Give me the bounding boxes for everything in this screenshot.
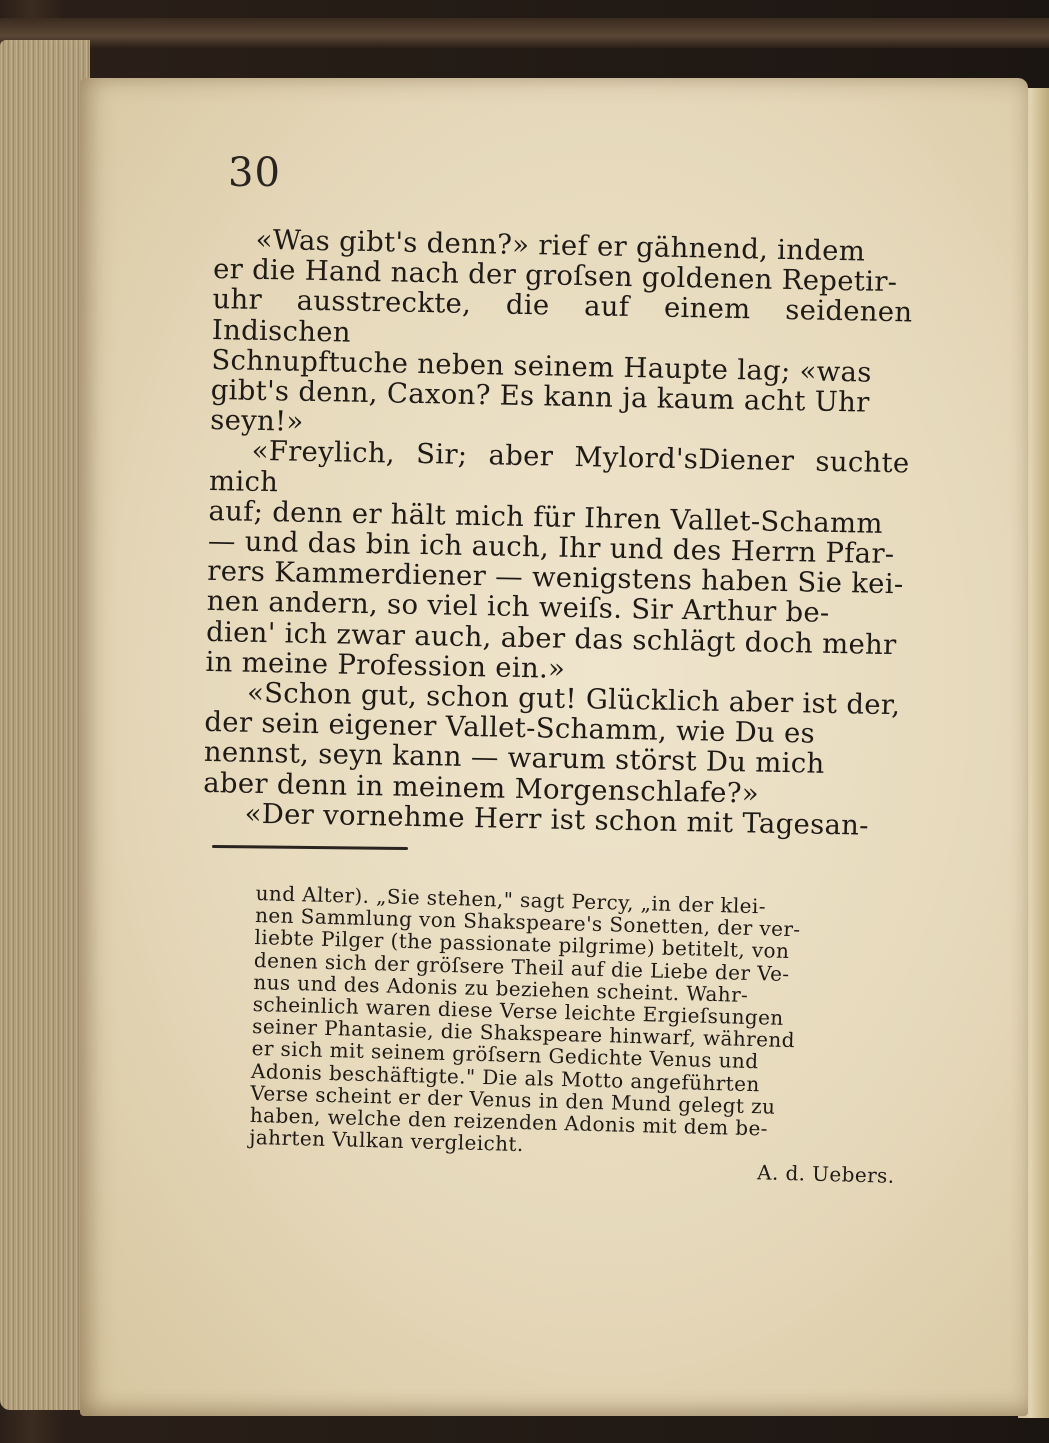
paragraph-2: «Freylich, Sir; aber Mylord'sDiener suchte mich auf; denn er hält mich für Ihren Vallet-Schamm — und das bin ich auch, Ihr und des Herrn Pfar- rers Kammerdiener — wenigstens haben Sie kei- nen andern, so viel ich weiſs. Sir Arthur be- dien' ich zwar auch, aber das schlägt doch mehr in meine Profession ein.» (205, 435, 910, 685)
paragraph-1: «Was gibt's denn?» rief er gähnend, indem er die Hand nach der groſsen goldenen Repetir- uhr ausstreckte, die auf einem seidenen Indischen Schnupftuche neben seinem Haupte lag; «was gibt's denn, Caxon? Es kann ja kaum acht Uhr seyn!» (209, 223, 913, 438)
main-text (202, 224, 913, 841)
paragraph-4: «Der vornehme Herr ist schon mit Tagesan- (244, 797, 870, 842)
page-edges (0, 40, 90, 1410)
footnote-text: und Alter). „Sie stehen," sagt Percy, „in der klei- nen Sammlung von Shakspeare's Sonetten, der ver- liebte Pilger (the passionate pilgrime) betitelt, von denen sich der gröſsere Theil auf die Liebe der Ve- nus und des Adonis zu beziehen scheint. Wahr- scheinlich waren diese Verse leichte Ergieſsungen seiner Phantasie, die Shakspeare hinwarf, während er sich mit seinem gröſsern Gedichte Venus und Adonis beschäftigte." Die als Motto angeführten Verse scheint er der Venus in den Mund gelegt zu haben, welche den reizenden Adonis mit dem be- jahrten Vulkan vergleicht. (249, 881, 801, 1157)
footnote (248, 882, 901, 1187)
footnote-signature: A. d. Uebers. (756, 1160, 895, 1189)
paragraph-3: «Schon gut, schon gut! Glücklich aber ist der, der sein eigener Vallet-Schamm, wie Du es nennst, seyn kann — warum störst Du mich aber denn in meinem Morgenschlafe?» (202, 676, 901, 810)
page-number: 30 (228, 150, 281, 196)
book-spine-top (0, 18, 1049, 48)
